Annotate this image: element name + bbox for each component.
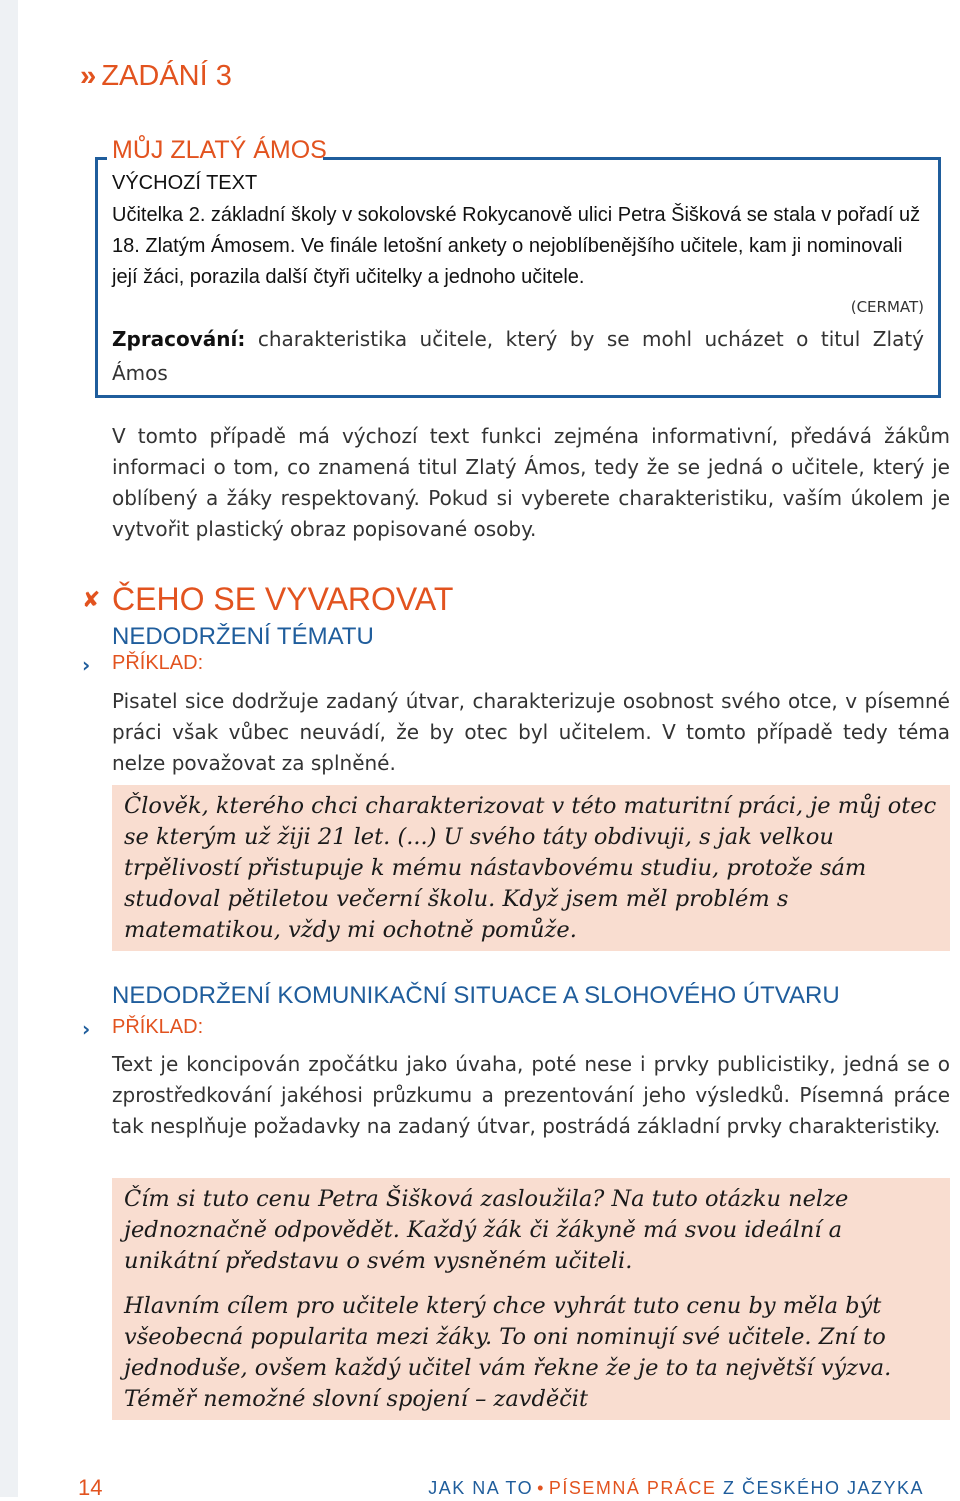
processing-text: charakteristika učitele, který by se mohl ucházet o titul Zlatý Ámos <box>112 327 924 385</box>
handwritten-paragraph: Čím si tuto cenu Petra Šišková zasloužila? Na tuto otázku nelze jednoznačně odpovědět. Každý žák či žákyně má svou ideální a unikátní představu o svém vysněném učiteli. <box>124 1186 849 1274</box>
handwritten-sample <box>112 1178 950 1420</box>
example-label: PŘÍKLAD: <box>112 1016 204 1038</box>
source-citation: (CERMAT) <box>850 298 924 316</box>
chevron-right-icon: › <box>82 1017 91 1041</box>
handwritten-sample <box>112 785 950 951</box>
cross-icon: ✘ <box>82 588 101 613</box>
source-text: Učitelka 2. základní školy v sokolovské Rokycanově ulici Petra Šišková se stala v pořadí už 18. Zlatým Ámosem. Ve finále letošní ankety o nejoblíbenějšího učitele, kam ji nominovali její žáci, porazila další čtyři učitelky a jednoho učitele. <box>112 204 921 288</box>
avoid-section-title: ČEHO SE VYVAROVAT <box>112 581 454 617</box>
page-number: 14 <box>78 1475 103 1500</box>
assignment-title: ZADÁNÍ 3 <box>101 60 232 92</box>
footer-part-2: PÍSEMNÁ PRÁCE <box>548 1478 717 1498</box>
case-heading-communication: NEDODRŽENÍ KOMUNIKAČNÍ SITUACE A SLOHOVÉHO ÚTVARU <box>112 982 840 1009</box>
case-heading-topic: NEDODRŽENÍ TÉMATU <box>112 623 374 650</box>
source-box-frame-top-right <box>323 157 941 160</box>
example-label: PŘÍKLAD: <box>112 652 204 674</box>
source-label: VÝCHOZÍ TEXT <box>112 172 258 194</box>
processing-instruction <box>112 322 924 390</box>
footer-separator: • <box>537 1478 545 1498</box>
processing-label: Zpracování: <box>112 327 246 351</box>
case-explanation: Pisatel sice dodržuje zadaný útvar, charakterizuje osobnost svého otce, v písemné práci však vůbec neuvádí, že by otec byl učitelem. V tomto případě tedy téma nelze považovat za splněné. <box>112 689 950 775</box>
source-box-frame-top-left <box>95 157 107 160</box>
assignment-heading <box>80 60 232 93</box>
handwritten-paragraph: Hlavním cílem pro učitele který chce vyhrát tuto cenu by měla být všeobecná popularita mezi žáky. To oni nominují své učitele. Zní to jednoduše, ovšem každý učitel vám řekne že je to ta největší výzva. Téměř nemožné slovní spojení – zavděčit <box>124 1293 892 1412</box>
footer-title <box>400 1478 924 1499</box>
source-box-title: MŮJ ZLATÝ ÁMOS <box>112 136 327 164</box>
handwritten-paragraph: Člověk, kterého chci charakterizovat v této maturitní práci, je můj otec se kterým už žiji 21 let. (...) U svého táty obdivuji, s jak velkou trpělivostí přistupuje k mému nástavbovému studiu, protože sám studoval pětiletou večerní školu. Když jsem měl problém s matematikou, vždy mi ochotně pomůže. <box>124 793 937 943</box>
chevron-right-icon: › <box>82 653 91 677</box>
case-explanation: Text je koncipován zpočátku jako úvaha, poté nese i prvky publicistiky, jedná se o zprostředkování jakéhosi průzkumu a prezentování jeho výsledků. Písemná práce tak nesplňuje požadavky na zadaný útvar, postrádá základní prvky charakteristiky. <box>112 1052 950 1138</box>
footer-part-1: JAK NA TO <box>428 1478 534 1498</box>
footer-part-3: Z ČESKÉHO JAZYKA <box>722 1478 924 1498</box>
page-side-strip <box>0 0 18 1497</box>
double-chevron-icon: ›› <box>80 60 94 92</box>
intro-paragraph: V tomto případě má výchozí text funkci zejména informativní, předává žákům informaci o tom, co znamená titul Zlatý Ámos, tedy že se jedná o učitele, který je oblíbený a žáky respektovaný. Pokud si vyberete charakteristiku, vaším úkolem je vytvořit plastický obraz popisované osoby. <box>112 424 950 541</box>
